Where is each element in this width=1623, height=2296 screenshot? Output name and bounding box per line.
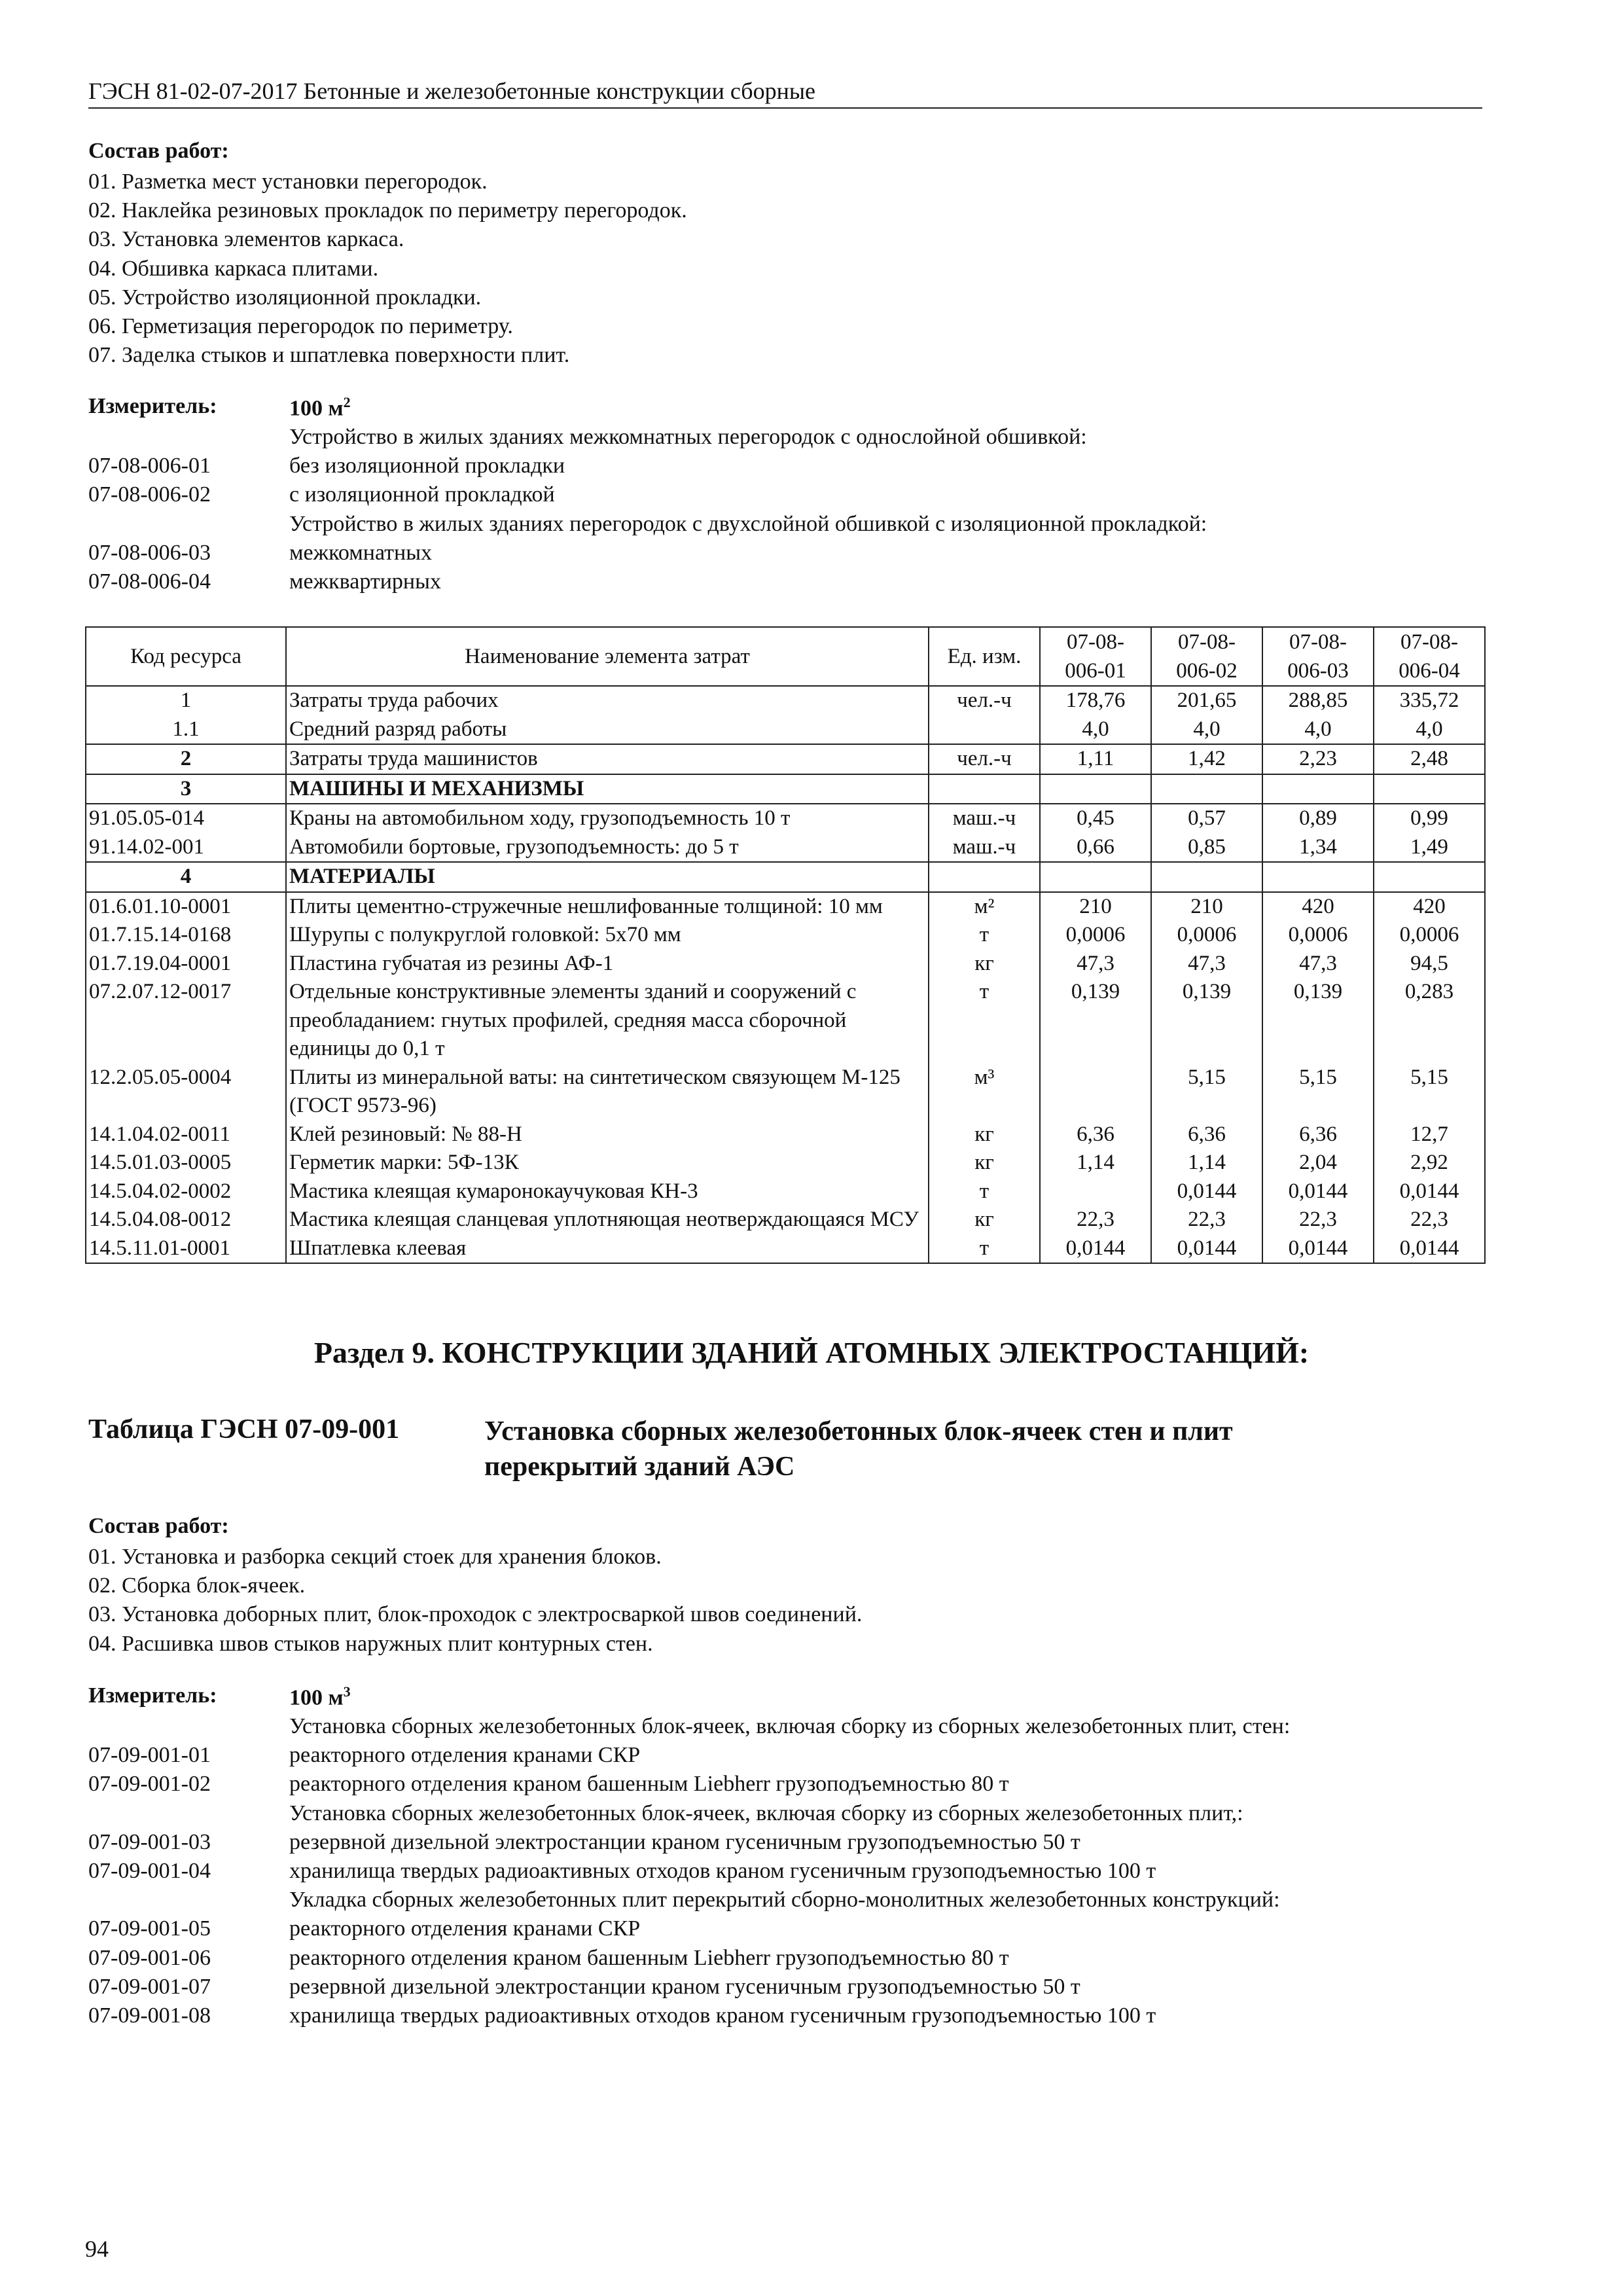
code-description: с изоляционной прокладкой — [289, 482, 555, 507]
composition-item: 03. Установка доборных плит, блок-проходок с электросваркой швов соединений. — [88, 1602, 863, 1627]
resource-value: 22,3 — [1262, 1206, 1374, 1234]
table-row — [86, 1149, 1485, 1177]
resource-unit: т — [929, 1234, 1040, 1264]
code-description: без изоляционной прокладки — [289, 454, 565, 478]
code-description: Устройство в жилых зданиях межкомнатных перегородок с однослойной обшивкой: — [289, 425, 1087, 449]
resource-value: 0,139 — [1151, 978, 1262, 1064]
resource-value: 0,45 — [1040, 804, 1151, 833]
resource-code: 2 — [86, 744, 286, 774]
resource-name: Шурупы с полукруглой головкой: 5х70 мм — [286, 921, 929, 950]
resource-code: 14.5.11.01-0001 — [86, 1234, 286, 1264]
resource-code: 12.2.05.05-0004 — [86, 1064, 286, 1121]
resource-code: 91.14.02-001 — [86, 833, 286, 863]
resource-unit: т — [929, 1177, 1040, 1206]
resource-value: 94,5 — [1374, 950, 1485, 978]
page-header: ГЭСН 81-02-07-2017 Бетонные и железобетонные конструкции сборные — [88, 77, 1482, 109]
meter-value: 100 $м^3$ — [289, 1683, 351, 1710]
resource-value: 0,0006 — [1151, 921, 1262, 950]
meter-label: Измеритель: — [88, 1683, 217, 1708]
header-name: Наименование элемента затрат — [286, 627, 929, 686]
table-row — [86, 1234, 1485, 1264]
resource-value: 0,89 — [1262, 804, 1374, 833]
resource-code: 07.2.07.12-0017 — [86, 978, 286, 1064]
resource-name: Шпатлевка клеевая — [286, 1234, 929, 1264]
code-description: резервной дизельной электростанции краном гусеничным грузоподъемностью 50 т — [289, 1829, 1080, 1854]
resource-unit: м³ — [929, 1064, 1040, 1121]
section-title: Раздел 9. КОНСТРУКЦИИ ЗДАНИЙ АТОМНЫХ ЭЛЕКТРОСТАНЦИЙ: — [313, 1336, 1310, 1369]
code-row — [88, 1944, 1463, 1973]
resource-value: 0,85 — [1151, 833, 1262, 863]
code-number: 07-09-001-01 — [88, 1743, 211, 1768]
code-description: межквартирных — [289, 569, 441, 594]
resource-unit: кг — [929, 1149, 1040, 1177]
resource-code: 14.5.04.08-0012 — [86, 1206, 286, 1234]
header-col: 07-08- 006-01 — [1040, 627, 1151, 686]
code-row — [88, 1857, 1463, 1886]
resource-code: 3 — [86, 774, 286, 804]
code-number: 07-09-001-06 — [88, 1945, 211, 1970]
resource-value: 22,3 — [1040, 1206, 1151, 1234]
code-number: 07-09-001-04 — [88, 1858, 211, 1883]
table-row — [86, 715, 1485, 745]
table-row — [86, 892, 1485, 922]
resource-value: 1,49 — [1374, 833, 1485, 863]
resource-value: 0,0144 — [1374, 1177, 1485, 1206]
resource-name: Мастика клеящая кумаронокаучуковая КН-3 — [286, 1177, 929, 1206]
table-row — [86, 1121, 1485, 1149]
code-description: Установка сборных железобетонных блок-ячеек, включая сборку из сборных железобетонных плит,: — [289, 1801, 1243, 1825]
composition-item: 03. Установка элементов каркаса. — [88, 227, 404, 252]
resource-unit: маш.-ч — [929, 833, 1040, 863]
resource-value: 5,15 — [1374, 1064, 1485, 1121]
table-row — [86, 686, 1485, 715]
resource-unit: кг — [929, 950, 1040, 978]
resource-code: 4 — [86, 862, 286, 892]
code-row — [88, 1770, 1463, 1799]
resource-value: 178,76 — [1040, 686, 1151, 715]
resource-unit: кг — [929, 1121, 1040, 1149]
code-description: Установка сборных железобетонных блок-ячеек, включая сборку из сборных железобетонных плит, стен: — [289, 1714, 1291, 1738]
composition-item: 02. Сборка блок-ячеек. — [88, 1573, 306, 1598]
resource-value: 47,3 — [1040, 950, 1151, 978]
resource-value: 0,0144 — [1262, 1234, 1374, 1264]
resource-value: 1,14 — [1040, 1149, 1151, 1177]
table-row — [86, 950, 1485, 978]
composition-item: 04. Расшивка швов стыков наружных плит контурных стен. — [88, 1631, 653, 1656]
composition-item: 02. Наклейка резиновых прокладок по периметру перегородок. — [88, 198, 687, 223]
code-description: резервной дизельной электростанции краном гусеничным грузоподъемностью 50 т — [289, 1974, 1080, 1999]
table-title: Установка сборных железобетонных блок-ячеек стен и плит перекрытий зданий АЭС — [484, 1416, 1233, 1482]
resource-value: 12,7 — [1374, 1121, 1485, 1149]
resource-name: Автомобили бортовые, грузоподъемность: до 5 т — [286, 833, 929, 863]
resource-code: 91.05.05-014 — [86, 804, 286, 833]
resource-unit: кг — [929, 1206, 1040, 1234]
resource-name: Затраты труда рабочих — [286, 686, 929, 715]
code-description: межкомнатных — [289, 540, 433, 565]
code-list-1 — [88, 423, 1463, 596]
table-label: Таблица ГЭСН 07-09-001 — [88, 1414, 400, 1444]
composition-item: 01. Разметка мест установки перегородок. — [88, 170, 488, 194]
code-row — [88, 423, 1463, 452]
resource-value: 0,66 — [1040, 833, 1151, 863]
resource-unit: м² — [929, 892, 1040, 922]
page-number: 94 — [85, 2236, 109, 2262]
code-number: 07-09-001-05 — [88, 1916, 211, 1941]
resource-code: 14.5.04.02-0002 — [86, 1177, 286, 1206]
resource-unit: чел.-ч — [929, 744, 1040, 774]
resource-code: 01.7.15.14-0168 — [86, 921, 286, 950]
code-description: реакторного отделения кранами СКР — [289, 1743, 641, 1768]
composition-item: 04. Обшивка каркаса плитами. — [88, 256, 379, 281]
resource-value: 210 — [1151, 892, 1262, 922]
code-number: 07-09-001-08 — [88, 2003, 211, 2028]
resource-value: 0,283 — [1374, 978, 1485, 1064]
table-row — [86, 774, 1485, 804]
resource-value — [1262, 774, 1374, 804]
code-description: хранилища твердых радиоактивных отходов краном гусеничным грузоподъемностью 100 т — [289, 2003, 1156, 2028]
resource-value — [1040, 1177, 1151, 1206]
resource-value: 0,0144 — [1374, 1234, 1485, 1264]
resource-value: 4,0 — [1151, 715, 1262, 745]
resource-unit — [929, 715, 1040, 745]
meter-label: Измеритель: — [88, 394, 217, 418]
resource-value: 288,85 — [1262, 686, 1374, 715]
code-description: реакторного отделения кранами СКР — [289, 1916, 641, 1941]
resource-name: МАШИНЫ И МЕХАНИЗМЫ — [286, 774, 929, 804]
code-number: 07-08-006-04 — [88, 569, 211, 594]
resource-value: 2,23 — [1262, 744, 1374, 774]
code-number: 07-09-001-02 — [88, 1772, 211, 1797]
header-col: 07-08- 006-02 — [1151, 627, 1262, 686]
resource-value — [1151, 862, 1262, 892]
resource-name: Отдельные конструктивные элементы зданий и сооружений с преобладанием: гнутых профилей, средняя масса сборочной единицы до 0,1 т — [286, 978, 929, 1064]
table-row — [86, 833, 1485, 863]
resource-value: 335,72 — [1374, 686, 1485, 715]
resource-value: 0,0144 — [1151, 1234, 1262, 1264]
resource-value: 2,48 — [1374, 744, 1485, 774]
resource-value — [1040, 774, 1151, 804]
resource-value: 22,3 — [1374, 1206, 1485, 1234]
resource-name: Плиты из минеральной ваты: на синтетическом связующем М-125 (ГОСТ 9573-96) — [286, 1064, 929, 1121]
code-row — [88, 2001, 1463, 2030]
resource-value: 0,0006 — [1262, 921, 1374, 950]
code-description: реакторного отделения краном башенным Liebherr грузоподъемностью 80 т — [289, 1772, 1009, 1797]
resource-name: Герметик марки: 5Ф-13К — [286, 1149, 929, 1177]
resource-value: 0,0006 — [1374, 921, 1485, 950]
resource-unit: т — [929, 921, 1040, 950]
resource-code: 01.7.19.04-0001 — [86, 950, 286, 978]
resource-unit: маш.-ч — [929, 804, 1040, 833]
code-row — [88, 567, 1463, 596]
resource-value: 0,99 — [1374, 804, 1485, 833]
code-list-2 — [88, 1712, 1463, 2030]
header-col: 07-08- 006-03 — [1262, 627, 1374, 686]
resource-value: 0,57 — [1151, 804, 1262, 833]
code-number: 07-08-006-03 — [88, 540, 211, 565]
header-col: 07-08- 006-04 — [1374, 627, 1485, 686]
code-number: 07-09-001-07 — [88, 1974, 211, 1999]
resource-name: Клей резиновый: № 88-Н — [286, 1121, 929, 1149]
composition-label: Состав работ: — [88, 139, 229, 163]
table-row — [86, 1064, 1485, 1121]
composition-list-1 — [88, 168, 687, 370]
resource-value: 4,0 — [1040, 715, 1151, 745]
code-row — [88, 1886, 1463, 1914]
resource-name: Плиты цементно-стружечные нешлифованные толщиной: 10 мм — [286, 892, 929, 922]
resource-unit: чел.-ч — [929, 686, 1040, 715]
resource-value: 4,0 — [1262, 715, 1374, 745]
table-body — [86, 686, 1485, 1263]
resource-value: 2,92 — [1374, 1149, 1485, 1177]
composition-item: 01. Установка и разборка секций стоек для хранения блоков. — [88, 1545, 662, 1569]
resource-value: 1,42 — [1151, 744, 1262, 774]
resource-value — [1374, 862, 1485, 892]
table-row — [86, 744, 1485, 774]
code-description: Укладка сборных железобетонных плит перекрытий сборно-монолитных железобетонных конструкций: — [289, 1888, 1280, 1912]
code-row — [88, 452, 1463, 480]
resource-value: 1,14 — [1151, 1149, 1262, 1177]
resource-value — [1262, 862, 1374, 892]
resource-value: 6,36 — [1262, 1121, 1374, 1149]
resource-unit — [929, 862, 1040, 892]
table-row — [86, 921, 1485, 950]
resource-code: 1.1 — [86, 715, 286, 745]
resource-value: 6,36 — [1151, 1121, 1262, 1149]
code-row — [88, 1828, 1463, 1857]
resource-name: Мастика клеящая сланцевая уплотняющая неотверждающаяся МСУ — [286, 1206, 929, 1234]
code-row — [88, 510, 1463, 539]
code-number: 07-08-006-01 — [88, 454, 211, 478]
resource-value: 0,0006 — [1040, 921, 1151, 950]
resource-value: 201,65 — [1151, 686, 1262, 715]
code-row — [88, 1741, 1463, 1770]
resource-value — [1151, 774, 1262, 804]
resource-value: 47,3 — [1151, 950, 1262, 978]
resource-name: Краны на автомобильном ходу, грузоподъемность 10 т — [286, 804, 929, 833]
code-number: 07-08-006-02 — [88, 482, 211, 507]
resource-value — [1374, 774, 1485, 804]
header-unit: Ед. изм. — [929, 627, 1040, 686]
resource-value: 4,0 — [1374, 715, 1485, 745]
meter-value: 100 $м^2$ — [289, 394, 351, 421]
resource-value: 1,34 — [1262, 833, 1374, 863]
table-row — [86, 862, 1485, 892]
composition-list-2 — [88, 1543, 862, 1659]
resource-code: 01.6.01.10-0001 — [86, 892, 286, 922]
code-description: хранилища твердых радиоактивных отходов краном гусеничным грузоподъемностью 100 т — [289, 1858, 1156, 1883]
resource-code: 14.5.01.03-0005 — [86, 1149, 286, 1177]
resource-unit — [929, 774, 1040, 804]
resource-value: 1,11 — [1040, 744, 1151, 774]
resource-value: 210 — [1040, 892, 1151, 922]
code-number: 07-09-001-03 — [88, 1829, 211, 1854]
resource-value: 5,15 — [1262, 1064, 1374, 1121]
composition-item: 05. Устройство изоляционной прокладки. — [88, 285, 482, 310]
resource-value: 0,0144 — [1151, 1177, 1262, 1206]
resource-value: 420 — [1262, 892, 1374, 922]
table-row — [86, 1177, 1485, 1206]
resource-value: 0,0144 — [1040, 1234, 1151, 1264]
code-row — [88, 1914, 1463, 1943]
resource-value: 47,3 — [1262, 950, 1374, 978]
composition-label: Состав работ: — [88, 1514, 229, 1538]
resource-name: Пластина губчатая из резины АФ-1 — [286, 950, 929, 978]
resource-value: 5,15 — [1151, 1064, 1262, 1121]
code-description: Устройство в жилых зданиях перегородок с двухслойной обшивкой с изоляционной прокладкой: — [289, 511, 1207, 536]
resource-value: 0,0144 — [1262, 1177, 1374, 1206]
resource-value: 0,139 — [1040, 978, 1151, 1064]
table-row — [86, 804, 1485, 833]
composition-item: 07. Заделка стыков и шпатлевка поверхности плит. — [88, 343, 570, 368]
resource-value — [1040, 862, 1151, 892]
resource-value — [1040, 1064, 1151, 1121]
resource-name: МАТЕРИАЛЫ — [286, 862, 929, 892]
resource-code: 14.1.04.02-0011 — [86, 1121, 286, 1149]
code-row — [88, 1973, 1463, 2001]
resource-value: 22,3 — [1151, 1206, 1262, 1234]
code-row — [88, 480, 1463, 509]
resource-value: 0,139 — [1262, 978, 1374, 1064]
resource-value: 6,36 — [1040, 1121, 1151, 1149]
resource-code: 1 — [86, 686, 286, 715]
resource-unit: т — [929, 978, 1040, 1064]
resource-name: Средний разряд работы — [286, 715, 929, 745]
table-row — [86, 1206, 1485, 1234]
resource-value: 420 — [1374, 892, 1485, 922]
code-row — [88, 1799, 1463, 1828]
code-row — [88, 1712, 1463, 1741]
resource-table — [85, 626, 1486, 1264]
composition-item: 06. Герметизация перегородок по периметру. — [88, 314, 513, 339]
code-description: реакторного отделения краном башенным Liebherr грузоподъемностью 80 т — [289, 1945, 1009, 1970]
table-row — [86, 978, 1485, 1064]
header-code: Код ресурса — [86, 627, 286, 686]
resource-value: 2,04 — [1262, 1149, 1374, 1177]
code-row — [88, 539, 1463, 567]
resource-name: Затраты труда машинистов — [286, 744, 929, 774]
